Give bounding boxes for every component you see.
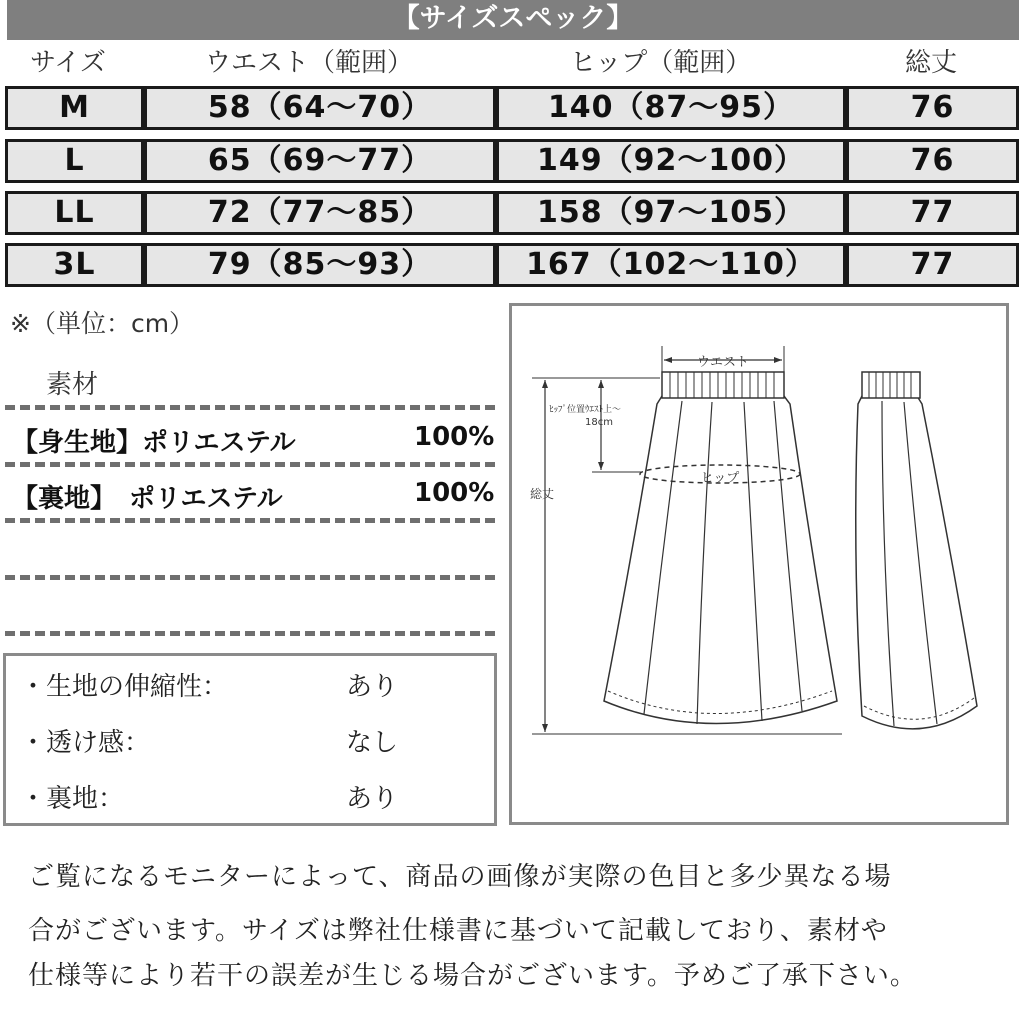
hip-label: ヒップ xyxy=(700,471,740,486)
disclaimer-line: 仕様等により若干の誤差が生じる場合がございます。予めご了承下さい。 xyxy=(28,961,917,991)
waist-cell: 72（77〜85） xyxy=(144,191,496,235)
material-lining-value: 100% xyxy=(414,478,495,508)
header-size: サイズ xyxy=(30,48,106,78)
header-length: 総丈 xyxy=(905,48,958,78)
sheerness-label: ・透け感： xyxy=(20,728,151,758)
skirt-illustration xyxy=(512,306,1006,822)
back-skirt-outline xyxy=(856,396,977,729)
length-cell: 77 xyxy=(846,243,1019,287)
hip-position-note: ﾋｯﾌﾟ位置ｳｴｽﾄ上～ xyxy=(549,405,622,415)
materials-title: 素材 xyxy=(46,370,99,400)
size-cell: M xyxy=(5,86,144,130)
size-cell: L xyxy=(5,139,144,183)
skirt-diagram xyxy=(509,303,1009,825)
lining-label: ・裏地： xyxy=(20,784,125,814)
divider xyxy=(5,518,495,523)
length-cell: 76 xyxy=(846,139,1019,183)
fabric-properties-box xyxy=(3,653,497,826)
header-hip: ヒップ（範囲） xyxy=(570,48,752,78)
table-row xyxy=(5,139,1019,181)
waist-label: ウエスト xyxy=(696,355,750,370)
stretch-label: ・生地の伸縮性： xyxy=(20,672,229,702)
hip-cell: 167（102〜110） xyxy=(496,243,846,287)
table-row xyxy=(5,191,1019,233)
front-skirt-outline xyxy=(604,396,837,724)
divider xyxy=(5,405,495,410)
waist-cell: 79（85〜93） xyxy=(144,243,496,287)
length-label: 総丈 xyxy=(530,487,555,501)
lining-value: あり xyxy=(346,784,399,814)
waist-cell: 58（64〜70） xyxy=(144,86,496,130)
size-cell: LL xyxy=(5,191,144,235)
length-cell: 76 xyxy=(846,86,1019,130)
length-cell: 77 xyxy=(846,191,1019,235)
hip-cell: 149（92〜100） xyxy=(496,139,846,183)
hip-cell: 140（87〜95） xyxy=(496,86,846,130)
stretch-value: あり xyxy=(346,672,399,702)
hip-cell: 158（97〜105） xyxy=(496,191,846,235)
size-cell: 3L xyxy=(5,243,144,287)
divider xyxy=(5,631,495,636)
disclaimer-line: 合がございます。サイズは弊社仕様書に基づいて記載しており、素材や xyxy=(28,916,888,946)
material-body-label: 【身生地】ポリエステル xyxy=(12,428,296,458)
table-row xyxy=(5,243,1019,285)
unit-note: ※（単位：cm） xyxy=(10,309,195,338)
hip-position-value: 18cm xyxy=(585,417,613,428)
divider xyxy=(5,462,495,467)
spec-title: 【サイズスペック】 xyxy=(7,0,1019,40)
divider xyxy=(5,575,495,580)
table-row xyxy=(5,86,1019,128)
waist-cell: 65（69〜77） xyxy=(144,139,496,183)
sheerness-value: なし xyxy=(346,728,399,758)
disclaimer-line: ご覧になるモニターによって、商品の画像が実際の色目と多少異なる場 xyxy=(28,862,892,892)
header-waist: ウエスト（範囲） xyxy=(205,48,414,78)
material-lining-label: 【裏地】 ポリエステル xyxy=(12,484,283,514)
material-body-value: 100% xyxy=(414,422,495,452)
